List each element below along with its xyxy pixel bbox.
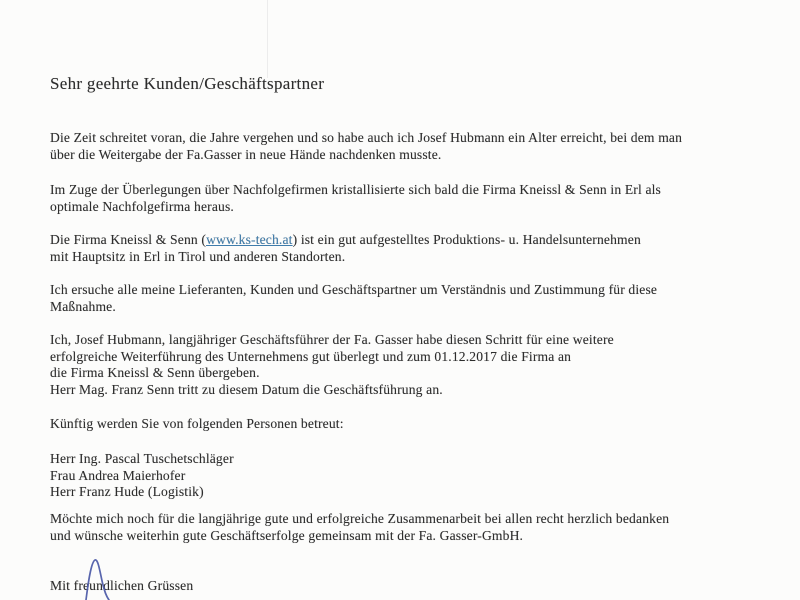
paragraph-line	[50, 232, 641, 249]
paragraph-line: Im Zuge der Überlegungen über Nachfolgefirmen kristallisierte sich bald die Firma Kneissl & Senn in Erl als	[50, 182, 661, 197]
paragraph-line: Die Zeit schreitet voran, die Jahre vergehen und so habe auch ich Josef Hubmann ein Alter erreicht, bei dem man	[50, 130, 683, 145]
paragraph-line: Herr Mag. Franz Senn tritt zu diesem Datum die Geschäftsführung an.	[50, 381, 443, 397]
website-link[interactable]: www.ks-tech.at	[206, 232, 293, 247]
paragraph-intro	[50, 130, 682, 163]
paragraph-successor	[50, 182, 661, 215]
paragraph-thanks	[50, 511, 669, 544]
paragraph-line: Ich, Josef Hubmann, langjähriger Geschäftsführer der Fa. Gasser habe diesen Schritt für eine weitere	[50, 332, 614, 347]
paragraph-line: Maßnahme.	[50, 298, 116, 314]
paragraph-line: mit Hauptsitz in Erl in Tirol und anderen Standorten.	[50, 248, 346, 264]
paragraph-handover	[50, 332, 614, 398]
paragraph-line: die Firma Kneissl & Senn übergeben.	[50, 365, 260, 381]
paragraph-company-info	[50, 232, 641, 265]
scan-artifact-line	[267, 0, 268, 78]
paragraph-line: optimale Nachfolgefirma heraus.	[50, 198, 234, 214]
contacts-intro-line: Künftig werden Sie von folgenden Personen betreut:	[50, 416, 344, 431]
greeting-line: Sehr geehrte Kunden/Geschäftspartner	[50, 74, 325, 93]
paragraph-line: Möchte mich noch für die langjährige gute und erfolgreiche Zusammenarbeit bei allen recht herzlich bedanken	[50, 511, 670, 526]
contact-item: Herr Ing. Pascal Tuschetschläger	[50, 451, 234, 466]
paragraph-text: ) ist ein gut aufgestelltes Produktions- u. Handelsunternehmen	[292, 232, 641, 247]
paragraph-text: Die Firma Kneissl & Senn (	[50, 232, 207, 247]
paragraph-line: und wünsche weiterhin gute Geschäftserfolge gemeinsam mit der Fa. Gasser-GmbH.	[50, 527, 524, 543]
paragraph-line: erfolgreiche Weiterführung des Unternehmens gut überlegt und zum 01.12.2017 die Firma an	[50, 348, 572, 364]
contact-item: Frau Andrea Maierhofer	[50, 467, 186, 483]
contact-item: Herr Franz Hude (Logistik)	[50, 484, 204, 500]
closing-line: Mit freundlichen Grüssen	[50, 578, 194, 593]
paragraph-line: Ich ersuche alle meine Lieferanten, Kunden und Geschäftspartner um Verständnis und Zustimmung für diese	[50, 282, 658, 297]
paragraph-line: über die Weitergabe der Fa.Gasser in neue Hände nachdenken musste.	[50, 146, 442, 162]
contacts-list	[50, 451, 234, 501]
paragraph-request	[50, 282, 657, 315]
